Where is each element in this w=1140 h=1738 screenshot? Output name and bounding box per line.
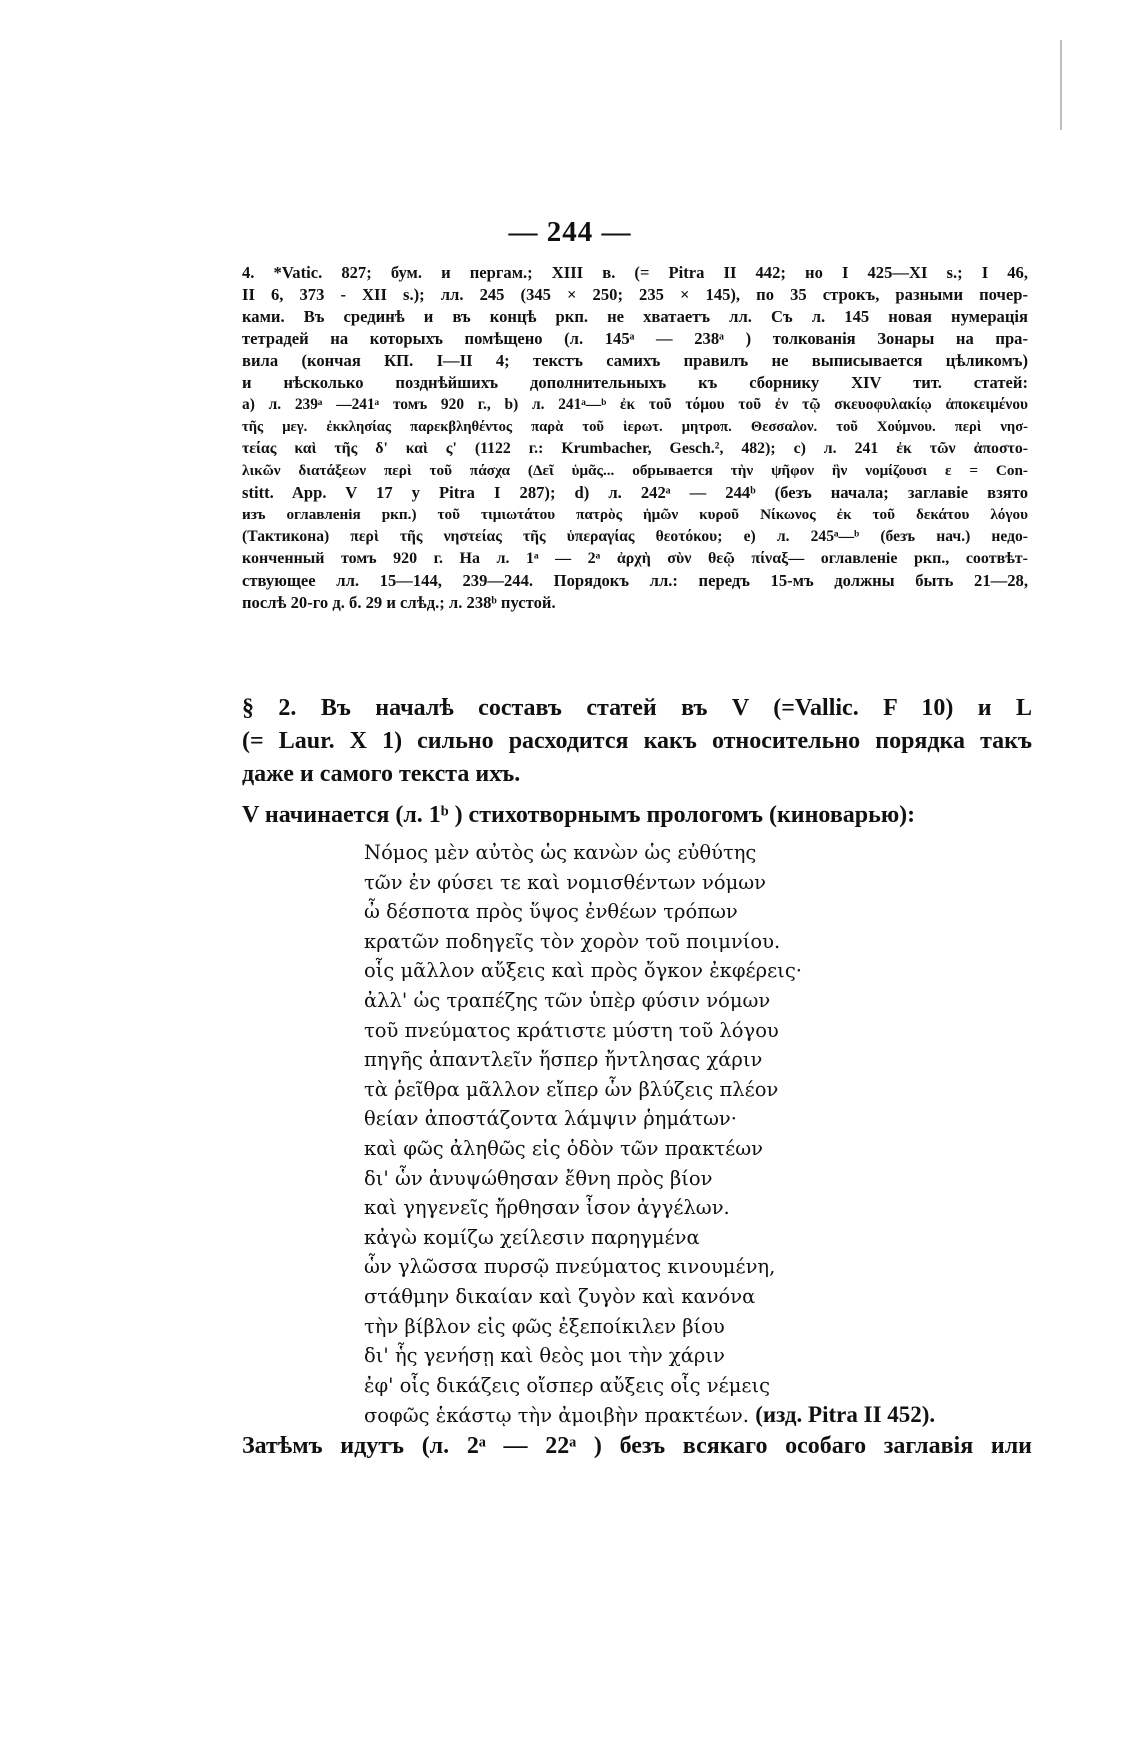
manuscript-entry: [242, 262, 1028, 614]
entry-line: тетрадей на которыхъ помѣщено (л. 145ᵃ — 238ᵃ ) толкованія Зонары на пра-: [242, 329, 1028, 348]
poem-line: ὦ δέσποτα πρὸς ὕψος ἐνθέων τρόπων: [364, 900, 738, 924]
poem-line: κρατῶν ποδηγεῖς τὸν χορὸν τοῦ ποιμνίου.: [364, 929, 781, 953]
poem-line: στάθμην δικαίαν καὶ ζυγὸν καὶ κανόνα: [364, 1284, 756, 1308]
poem-line: δι' ἧς γενήσῃ καὶ θεὸς μοι τὴν χάριν: [364, 1344, 725, 1368]
poem-line: Νόμος μὲν αὐτὸς ὡς κανὼν ὡς εὐθύτης: [364, 841, 757, 864]
poem-line: καὶ γηγενεῖς ἤρθησαν ἶσον ἀγγέλων.: [364, 1196, 730, 1220]
poem-line: τὴν βίβλον εἰς φῶς ἐξεποίκιλεν βίου: [364, 1314, 725, 1338]
section-line: § 2. Въ началѣ составъ статей въ V (=Vallic. F 10) и L: [242, 695, 1032, 721]
section-2-paragraph: [242, 692, 1032, 791]
poem-line: καὶ φῶς ἀληθῶς εἰς ὁδὸν τῶν πρακτέων: [364, 1136, 764, 1160]
poem-line: οἷς μᾶλλον αὔξεις καὶ πρὸς ὄγκον ἐκφέρεις·: [364, 959, 802, 983]
entry-line: τείας καὶ τῆς δ' καὶ ς' (1122 г.: Krumbacher, Gesch.², 482); c) л. 241 ἐκ τῶν ἀποστο-: [242, 440, 1028, 457]
closing-line: Затѣмъ идутъ (л. 2ᵃ — 22ᵃ ) безъ всякаго особаго заглавія или: [242, 1433, 1032, 1459]
entry-line: вила (кончая КП. I—II 4; текстъ самихъ правилъ не выписывается цѣликомъ): [242, 351, 1028, 370]
entry-line: 4. *Vatic. 827; бум. и пергам.; XIII в. (= Pitra II 442; но I 425—XI s.; I 46,: [242, 263, 1028, 282]
poem-line: ὧν γλῶσσα πυρσῷ πνεύματος κινουμένη,: [364, 1255, 776, 1279]
poem-line: τὰ ῥεῖθρα μᾶλλον εἴπερ ὧν βλύζεις πλέον: [364, 1077, 779, 1101]
entry-line: (Тактикона) περὶ τῆς νηστείας τῆς ὑπεραγίας θεοτόκου; e) л. 245ᵃ—ᵇ (безъ нач.) недо-: [242, 528, 1028, 545]
entry-line: λικῶν διατάξεων περὶ τοῦ πάσχα (Δεῖ ὑμᾶς... обрывается τὴν ψῆφον ἣν νομίζουσι ε = Con-: [242, 462, 1028, 479]
entry-line: ками. Въ срединѣ и въ концѣ ркп. не хватаетъ лл. Съ л. 145 новая нумерація: [242, 307, 1028, 326]
scan-margin-rule: [1060, 40, 1062, 130]
entry-line: ствующее лл. 15—144, 239—244. Порядокъ лл.: передъ 15-мъ должны быть 21—28,: [242, 571, 1028, 590]
page-number: — 244 —: [508, 216, 632, 248]
poem-line: κἀγὼ κομίζω χείλεσιν παρηγμένα: [364, 1225, 700, 1249]
entry-line: и нѣсколько позднѣйшихъ дополнительныхъ къ сборнику XIV тит. статей:: [242, 373, 1028, 392]
poem-line: ἐφ' οἷς δικάζεις οἴσπερ αὔξεις οἷς νέμεις: [364, 1373, 771, 1397]
prologue-intro: V начинается (л. 1ᵇ ) стихотворнымъ прологомъ (киноварью):: [242, 802, 916, 828]
greek-prologue-poem: [364, 838, 1044, 1431]
poem-line: σοφῶς ἑκάστῳ τὴν ἀμοιβὴν πρακτέων.: [364, 1404, 749, 1428]
poem-line: ἀλλ' ὡς τραπέζης τῶν ὑπὲρ φύσιν νόμων: [364, 988, 771, 1012]
poem-line: δι' ὧν ἀνυψώθησαν ἔθνη πρὸς βίον: [364, 1166, 713, 1190]
entry-line: stitt. App. V 17 y Pitra I 287); d) л. 242ᵃ — 244ᵇ (безъ начала; заглавіе взято: [242, 483, 1028, 502]
poem-last-line: [364, 1400, 1044, 1431]
poem-line: τοῦ πνεύματος κράτιστε μύστη τοῦ λόγου: [364, 1018, 779, 1042]
entry-line: конченный томъ 920 г. На л. 1ᵃ — 2ᵃ ἀρχὴ σὺν θεῷ πίναξ— оглавленіе ркп., соотвѣт-: [242, 550, 1028, 567]
entry-line: τῆς μεγ. ἐκκλησίας παρεκβληθέντος παρὰ τοῦ ἱερωτ. μητροπ. Θεσσαλον. τοῦ Χούμνου. περὶ νησ-: [242, 419, 1028, 435]
entry-line: изъ оглавленія ркп.) τοῦ τιμιωτάτου πατρὸς ἡμῶν κυροῦ Νίκωνος ἐκ τοῦ δεκάτου λόγου: [242, 506, 1028, 523]
entry-line: a) л. 239ᵃ —241ᵃ томъ 920 г., b) л. 241ᵃ—ᵇ ἐκ τοῦ τόμου τοῦ ἐν τῷ σκευοφυλακίῳ ἀποκειμένου: [242, 396, 1028, 413]
poem-citation: (изд. Pitra II 452).: [755, 1402, 936, 1428]
entry-line: II 6, 373 - XII s.); лл. 245 (345 × 250; 235 × 145), по 35 строкъ, разными почер-: [242, 285, 1028, 304]
poem-line: πηγῆς ἀπαντλεῖν ἥσπερ ἤντλησας χάριν: [364, 1048, 763, 1072]
poem-line: θείαν ἀποστάζοντα λάμψιν ῥημάτων·: [364, 1107, 737, 1131]
section-line: (= Laur. X 1) сильно расходится какъ относительно порядка такъ: [242, 728, 1032, 754]
section-line: даже и самого текста ихъ.: [242, 761, 521, 787]
poem-line: τῶν ἐν φύσει τε καὶ νομισθέντων νόμων: [364, 870, 766, 894]
entry-line: послѣ 20-го д. б. 29 и слѣд.; л. 238ᵇ пустой.: [242, 593, 556, 612]
